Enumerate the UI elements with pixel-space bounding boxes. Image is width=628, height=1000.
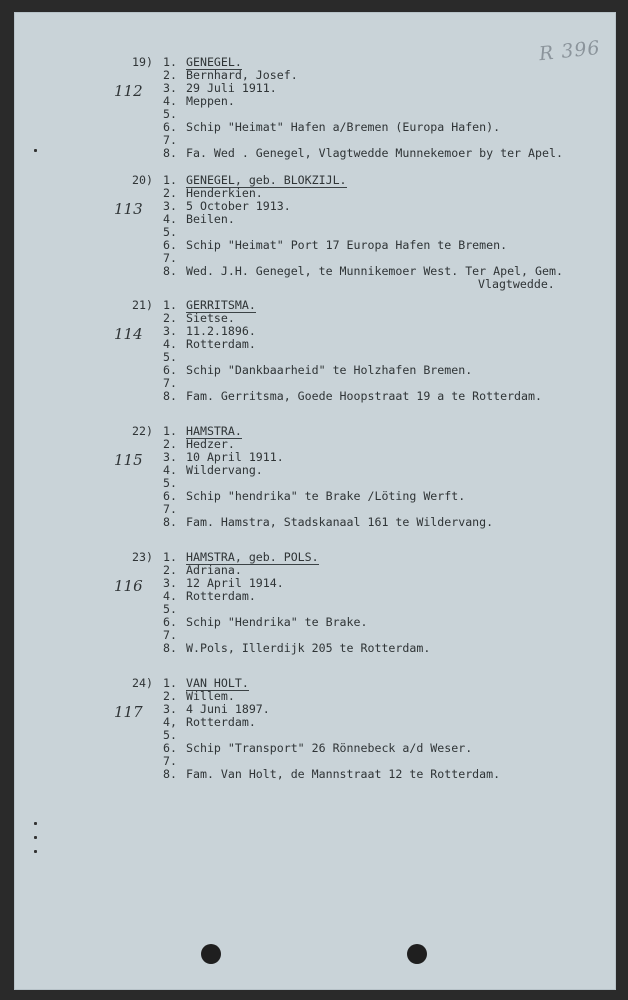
handwritten-number: 112 — [114, 82, 143, 100]
item-number: 3. — [163, 702, 177, 716]
item-text: 11.2.1896. — [186, 324, 256, 338]
item-number: 2. — [163, 68, 177, 82]
item-number: 5. — [163, 350, 177, 364]
item-text: Willem. — [186, 689, 235, 703]
item-number: 1. — [163, 676, 177, 690]
entry-name: GENEGEL. — [186, 55, 242, 69]
handwritten-number: 113 — [114, 200, 143, 218]
item-number: 4. — [163, 94, 177, 108]
item-number: 7. — [163, 251, 177, 265]
item-text: Schip "hendrika" te Brake /Löting Werft. — [186, 489, 466, 503]
item-number: 2. — [163, 437, 177, 451]
item-text: Adriana. — [186, 563, 242, 577]
item-number: 2. — [163, 186, 177, 200]
handwritten-number: 115 — [114, 451, 143, 469]
entry-index: 21) — [132, 298, 153, 312]
item-number: 8. — [163, 389, 177, 403]
item-number: 3. — [163, 450, 177, 464]
document-page — [14, 12, 616, 990]
item-text: Rotterdam. — [186, 589, 256, 603]
entry-index: 23) — [132, 550, 153, 564]
entry-index: 22) — [132, 424, 153, 438]
entry-name: VAN HOLT. — [186, 676, 249, 690]
item-number: 8. — [163, 264, 177, 278]
item-number: 3. — [163, 199, 177, 213]
item-number: 2. — [163, 689, 177, 703]
item-text: Wed. J.H. Genegel, te Munnikemoer West. Ter Apel, Gem. — [186, 264, 563, 278]
item-text: Fam. Hamstra, Stadskanaal 161 te Wildervang. — [186, 515, 494, 529]
punch-hole-left — [201, 944, 221, 964]
item-text: Meppen. — [186, 94, 235, 108]
item-number: 5. — [163, 107, 177, 121]
handwritten-number: 116 — [114, 577, 143, 595]
item-text: Schip "Heimat" Hafen a/Bremen (Europa Hafen). — [186, 120, 501, 134]
margin-mark — [34, 149, 37, 152]
item-number: 1. — [163, 550, 177, 564]
item-number: 1. — [163, 55, 177, 69]
entry-name: HAMSTRA. — [186, 424, 242, 438]
handwritten-number: 117 — [114, 703, 143, 721]
item-number: 5. — [163, 476, 177, 490]
item-text: Fam. Gerritsma, Goede Hoopstraat 19 a te Rotterdam. — [186, 389, 542, 403]
entry-index: 24) — [132, 676, 153, 690]
entry-index: 20) — [132, 173, 153, 187]
item-number: 2. — [163, 311, 177, 325]
item-text: Fam. Van Holt, de Mannstraat 12 te Rotterdam. — [186, 767, 501, 781]
item-number: 8. — [163, 641, 177, 655]
item-text: 4 Juni 1897. — [186, 702, 270, 716]
item-number: 3. — [163, 81, 177, 95]
item-text: 10 April 1911. — [186, 450, 284, 464]
item-text: Hedzer. — [186, 437, 235, 451]
margin-mark — [34, 850, 37, 853]
item-number: 3. — [163, 576, 177, 590]
item-text: Schip "Transport" 26 Rönnebeck a/d Weser. — [186, 741, 473, 755]
punch-hole-right — [407, 944, 427, 964]
item-text: Fa. Wed . Genegel, Vlagtwedde Munnekemoer by ter Apel. — [186, 146, 563, 160]
item-text: 12 April 1914. — [186, 576, 284, 590]
item-number: 8. — [163, 146, 177, 160]
item-number: 8. — [163, 515, 177, 529]
item-number: 6. — [163, 238, 177, 252]
item-number: 1. — [163, 298, 177, 312]
item-number: 5. — [163, 602, 177, 616]
item-number: 6. — [163, 489, 177, 503]
item-number: 1. — [163, 173, 177, 187]
item-number: 7. — [163, 502, 177, 516]
margin-mark — [34, 822, 37, 825]
item-number: 6. — [163, 615, 177, 629]
item-number: 7. — [163, 133, 177, 147]
item-text: Beilen. — [186, 212, 235, 226]
item-number: 4, — [163, 715, 177, 729]
item-number: 3. — [163, 324, 177, 338]
item-number: 4. — [163, 589, 177, 603]
item-number: 6. — [163, 363, 177, 377]
item-text: Wildervang. — [186, 463, 263, 477]
item-number: 5. — [163, 225, 177, 239]
item-number: 7. — [163, 376, 177, 390]
item-text: W.Pols, Illerdijk 205 te Rotterdam. — [186, 641, 431, 655]
item-text: Schip "Heimat" Port 17 Europa Hafen te Bremen. — [186, 238, 508, 252]
item-number: 4. — [163, 463, 177, 477]
entry-name: GENEGEL, geb. BLOKZIJL. — [186, 173, 347, 187]
item-text: Schip "Dankbaarheid" te Holzhafen Bremen. — [186, 363, 473, 377]
item-number: 7. — [163, 628, 177, 642]
entry-index: 19) — [132, 55, 153, 69]
item-text: Vlagtwedde. — [478, 277, 555, 291]
entry-name: HAMSTRA, geb. POLS. — [186, 550, 319, 564]
handwritten-number: 114 — [114, 325, 143, 343]
item-text: 5 October 1913. — [186, 199, 291, 213]
item-number: 1. — [163, 424, 177, 438]
item-text: Rotterdam. — [186, 715, 256, 729]
margin-mark — [34, 836, 37, 839]
item-number: 4. — [163, 212, 177, 226]
item-text: 29 Juli 1911. — [186, 81, 277, 95]
item-number: 2. — [163, 563, 177, 577]
item-text: Sietse. — [186, 311, 235, 325]
corner-handwritten-note: R 396 — [538, 36, 602, 66]
item-number: 4. — [163, 337, 177, 351]
item-text: Bernhard, Josef. — [186, 68, 298, 82]
item-number: 6. — [163, 741, 177, 755]
entry-name: GERRITSMA. — [186, 298, 256, 312]
item-number: 5. — [163, 728, 177, 742]
item-text: Rotterdam. — [186, 337, 256, 351]
item-number: 7. — [163, 754, 177, 768]
item-text: Henderkien. — [186, 186, 263, 200]
item-number: 8. — [163, 767, 177, 781]
item-number: 6. — [163, 120, 177, 134]
item-text: Schip "Hendrika" te Brake. — [186, 615, 368, 629]
